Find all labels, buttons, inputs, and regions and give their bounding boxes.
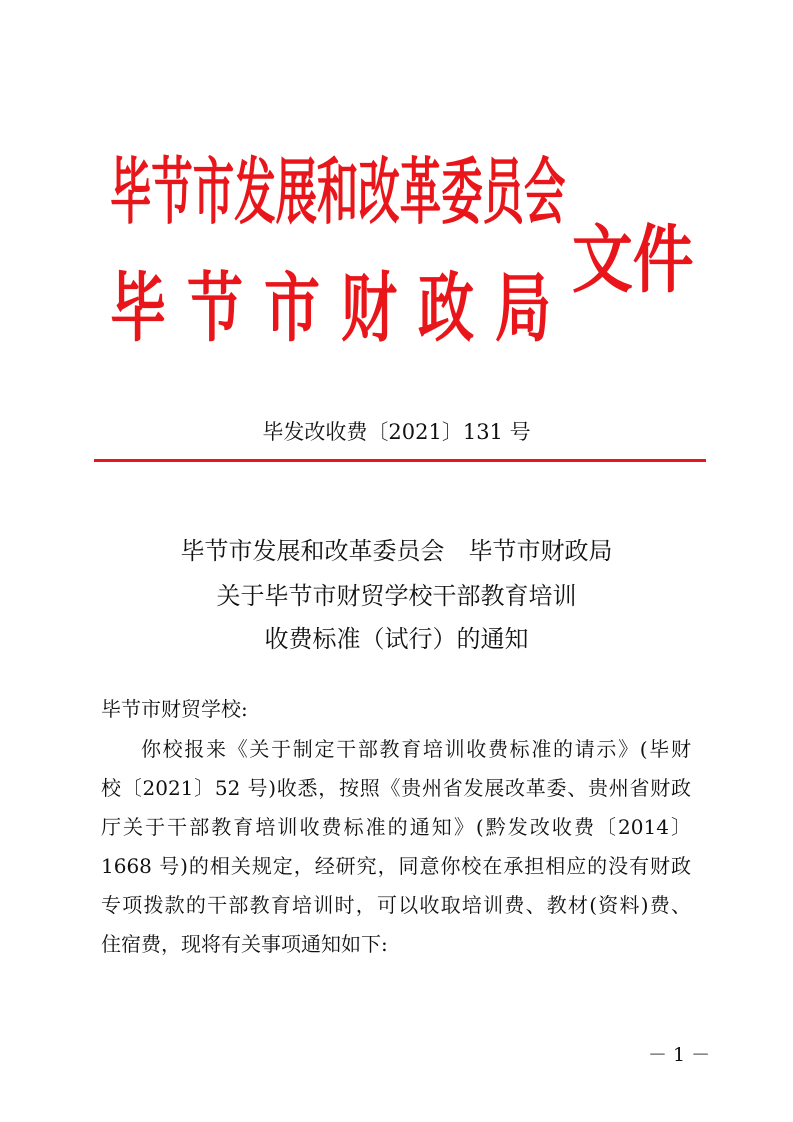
body-line: 校〔2021〕52 号)收悉，按照《贵州省发展改革委、贵州省财政	[101, 776, 691, 800]
body-line: 厅关于干部教育培训收费标准的通知》(黔发改收费〔2014〕	[101, 815, 691, 839]
document-title-line-2: 关于毕节市财贸学校干部教育培训	[216, 582, 577, 610]
document-number: 毕发改收费〔2021〕131 号	[262, 420, 531, 444]
red-divider	[94, 459, 706, 462]
body-line: 住宿费，现将有关事项通知如下:	[101, 932, 388, 956]
document-title-line-3: 收费标准（试行）的通知	[264, 625, 529, 653]
page-number: － 1 －	[648, 1044, 711, 1066]
body-line: 专项拨款的干部教育培训时，可以收取培训费、教材(资料)费、	[101, 893, 691, 917]
body-line: 你校报来《关于制定干部教育培训收费标准的请示》(毕财	[141, 737, 691, 761]
document-title-line-1: 毕节市发展和改革委员会 毕节市财政局	[180, 537, 613, 565]
issuer-name-finance-bureau: 毕节市财政局	[110, 265, 572, 353]
body-line: 1668 号)的相关规定，经研究，同意你校在承担相应的没有财政	[101, 854, 691, 878]
salutation: 毕节市财贸学校:	[101, 697, 248, 721]
document-type-label: 文件	[572, 216, 694, 303]
issuer-name-ndrc: 毕节市发展和改革委员会	[110, 149, 566, 235]
